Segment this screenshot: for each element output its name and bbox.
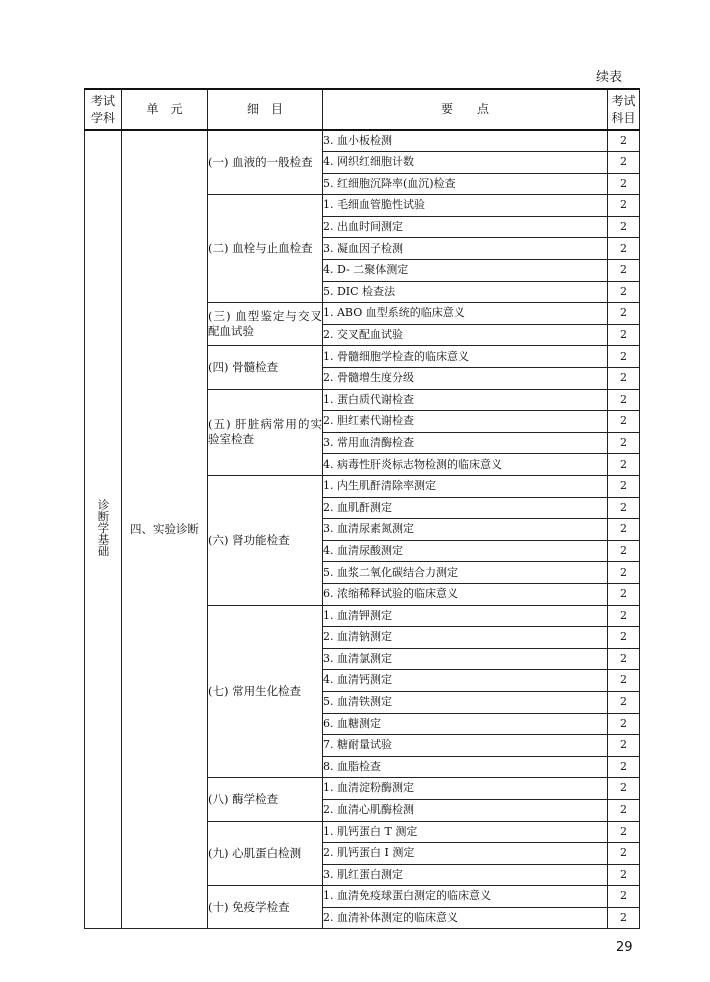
point-cell: 6. 浓缩稀释试验的临床意义 xyxy=(323,583,608,605)
point-cell: 3. 常用血清酶检查 xyxy=(323,432,608,454)
level-cell: 2 xyxy=(608,519,640,541)
point-cell: 5. 血浆二氧化碳结合力测定 xyxy=(323,562,608,584)
point-cell: 3. 血清尿素氮测定 xyxy=(323,519,608,541)
level-cell: 2 xyxy=(608,670,640,692)
point-cell: 8. 血脂检查 xyxy=(323,756,608,778)
level-cell: 2 xyxy=(608,411,640,433)
point-cell: 3. 血清氯测定 xyxy=(323,648,608,670)
level-cell: 2 xyxy=(608,648,640,670)
header-subject: 考试学科 xyxy=(85,89,122,130)
subunit-cell: (三) 血型鉴定与交叉配血试验 xyxy=(208,303,323,346)
table-row xyxy=(85,130,640,152)
page-number: 29 xyxy=(616,940,633,955)
point-cell: 3. 血小板检测 xyxy=(323,130,608,152)
point-cell: 2. 血清心肌酶检测 xyxy=(323,799,608,821)
syllabus-table xyxy=(84,88,640,929)
point-cell: 7. 糖耐量试验 xyxy=(323,735,608,757)
level-cell: 2 xyxy=(608,627,640,649)
point-cell: 5. 血清铁测定 xyxy=(323,691,608,713)
level-cell: 2 xyxy=(608,756,640,778)
level-cell: 2 xyxy=(608,303,640,325)
level-cell: 2 xyxy=(608,281,640,303)
level-cell: 2 xyxy=(608,562,640,584)
level-cell: 2 xyxy=(608,152,640,174)
header-points: 要 点 xyxy=(323,89,608,130)
point-cell: 1. 血清淀粉酶测定 xyxy=(323,778,608,800)
level-cell: 2 xyxy=(608,324,640,346)
continued-label: 续表 xyxy=(596,70,623,85)
subunit-cell: (八) 酶学检查 xyxy=(208,778,323,821)
point-cell: 3. 肌红蛋白测定 xyxy=(323,864,608,886)
level-cell: 2 xyxy=(608,605,640,627)
subunit-cell: (四) 骨髓检查 xyxy=(208,346,323,389)
point-cell: 2. 血清钠测定 xyxy=(323,627,608,649)
point-cell: 2. 骨髓增生度分级 xyxy=(323,368,608,390)
subunit-cell: (六) 肾功能检查 xyxy=(208,476,323,606)
subunit-cell: (九) 心肌蛋白检测 xyxy=(208,821,323,886)
point-cell: 2. 血清补体测定的临床意义 xyxy=(323,907,608,929)
level-cell: 2 xyxy=(608,691,640,713)
level-cell: 2 xyxy=(608,907,640,929)
level-cell: 2 xyxy=(608,713,640,735)
level-cell: 2 xyxy=(608,843,640,865)
level-cell: 2 xyxy=(608,130,640,152)
point-cell: 3. 凝血因子检测 xyxy=(323,238,608,260)
level-cell: 2 xyxy=(608,389,640,411)
level-cell: 2 xyxy=(608,583,640,605)
point-cell: 2. 交叉配血试验 xyxy=(323,324,608,346)
level-cell: 2 xyxy=(608,864,640,886)
point-cell: 1. 毛细血管脆性试验 xyxy=(323,195,608,217)
point-cell: 2. 血肌酐测定 xyxy=(323,497,608,519)
level-cell: 2 xyxy=(608,346,640,368)
subject-label: 诊断学基础 xyxy=(96,498,111,557)
subunit-cell: (五) 肝脏病常用的实验室检查 xyxy=(208,389,323,475)
level-cell: 2 xyxy=(608,260,640,282)
subunit-cell: (二) 血栓与止血检查 xyxy=(208,195,323,303)
level-cell: 2 xyxy=(608,173,640,195)
level-cell: 2 xyxy=(608,454,640,476)
point-cell: 5. 红细胞沉降率(血沉)检查 xyxy=(323,173,608,195)
point-cell: 1. 蛋白质代谢检查 xyxy=(323,389,608,411)
point-cell: 1. 血清免疫球蛋白测定的临床意义 xyxy=(323,886,608,908)
table-body xyxy=(85,130,640,929)
level-cell: 2 xyxy=(608,799,640,821)
level-cell: 2 xyxy=(608,476,640,498)
point-cell: 4. D- 二聚体测定 xyxy=(323,260,608,282)
point-cell: 2. 胆红素代谢检查 xyxy=(323,411,608,433)
level-cell: 2 xyxy=(608,238,640,260)
level-cell: 2 xyxy=(608,735,640,757)
point-cell: 1. 内生肌酐清除率测定 xyxy=(323,476,608,498)
point-cell: 5. DIC 检查法 xyxy=(323,281,608,303)
point-cell: 1. 血清钾测定 xyxy=(323,605,608,627)
subunit-cell: (七) 常用生化检查 xyxy=(208,605,323,778)
point-cell: 4. 血清尿酸测定 xyxy=(323,540,608,562)
table-header-row xyxy=(85,89,640,130)
subunit-cell: (一) 血液的一般检查 xyxy=(208,130,323,195)
point-cell: 4. 血清钙测定 xyxy=(323,670,608,692)
level-cell: 2 xyxy=(608,778,640,800)
point-cell: 6. 血糖测定 xyxy=(323,713,608,735)
point-cell: 2. 肌钙蛋白 I 测定 xyxy=(323,843,608,865)
level-cell: 2 xyxy=(608,821,640,843)
subunit-cell: (十) 免疫学检查 xyxy=(208,886,323,929)
level-cell: 2 xyxy=(608,432,640,454)
level-cell: 2 xyxy=(608,497,640,519)
point-cell: 4. 网织红细胞计数 xyxy=(323,152,608,174)
header-subunit: 细 目 xyxy=(208,89,323,130)
level-cell: 2 xyxy=(608,368,640,390)
unit-cell: 四、实验诊断 xyxy=(122,130,208,929)
level-cell: 2 xyxy=(608,886,640,908)
level-cell: 2 xyxy=(608,540,640,562)
point-cell: 2. 出血时间测定 xyxy=(323,216,608,238)
subject-cell xyxy=(85,130,122,929)
level-cell: 2 xyxy=(608,195,640,217)
point-cell: 4. 病毒性肝炎标志物检测的临床意义 xyxy=(323,454,608,476)
point-cell: 1. 肌钙蛋白 T 测定 xyxy=(323,821,608,843)
header-unit: 单 元 xyxy=(122,89,208,130)
level-cell: 2 xyxy=(608,216,640,238)
point-cell: 1. 骨髓细胞学检查的临床意义 xyxy=(323,346,608,368)
header-level: 考试科目 xyxy=(608,89,640,130)
point-cell: 1. ABO 血型系统的临床意义 xyxy=(323,303,608,325)
